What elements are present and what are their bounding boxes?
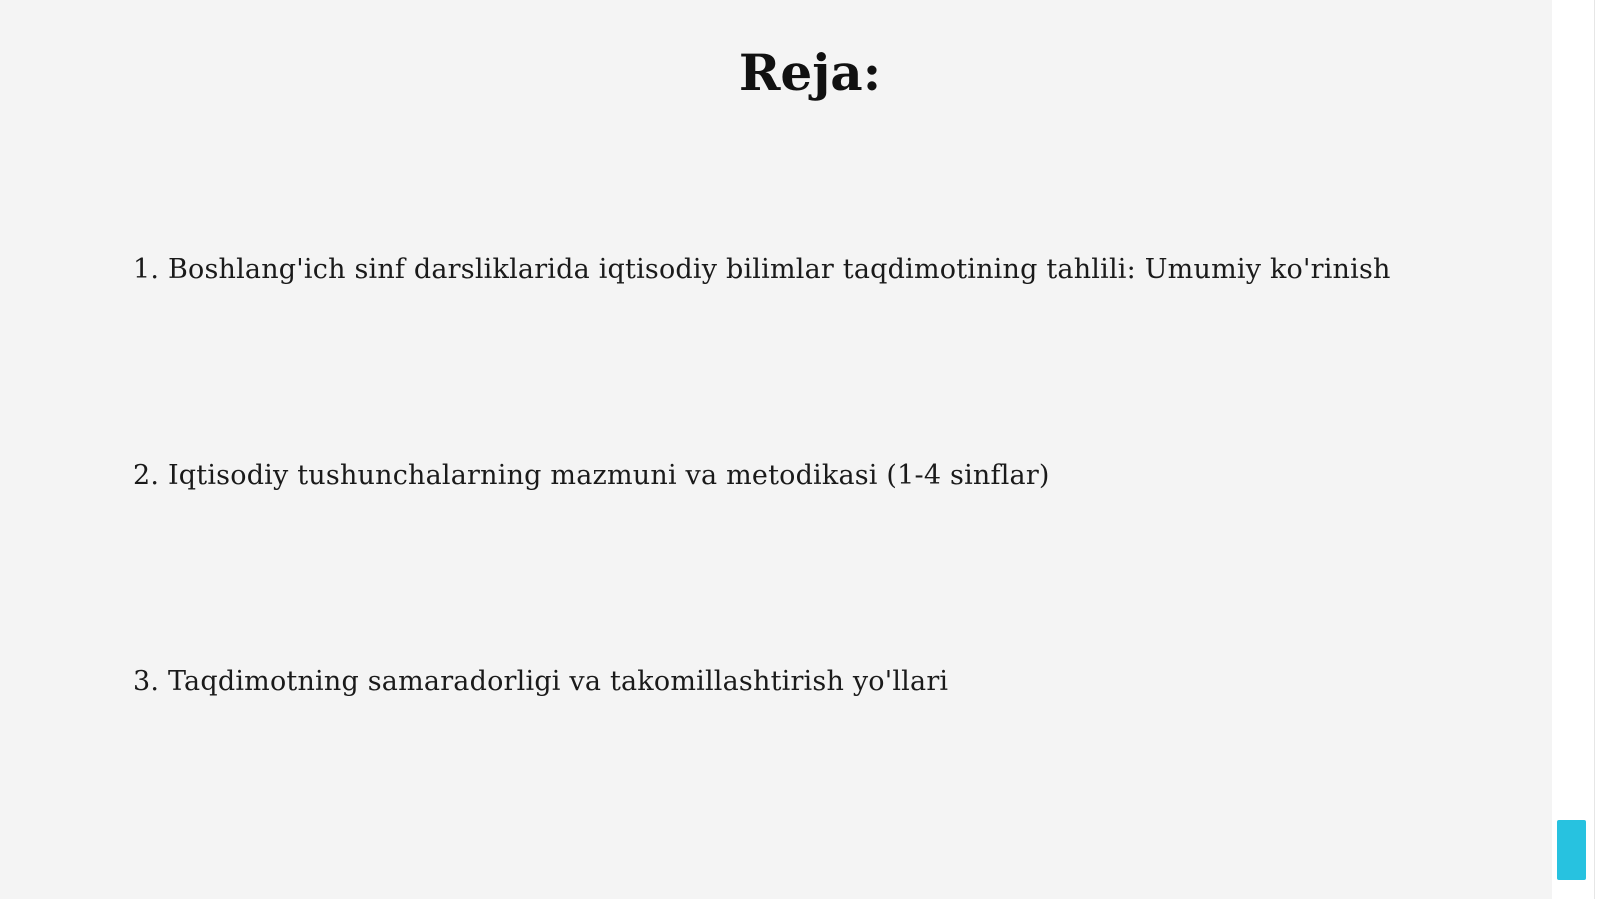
scroll-indicator[interactable]	[1557, 820, 1586, 880]
slide-title: Reja:	[738, 43, 882, 102]
plan-item-3: 3. Taqdimotning samaradorligi va takomillashtirish yo'llari	[133, 666, 949, 697]
right-edge-divider	[1594, 0, 1595, 899]
plan-item-2: 2. Iqtisodiy tushunchalarning mazmuni va metodikasi (1-4 sinflar)	[133, 460, 1050, 491]
plan-item-1: 1. Boshlang'ich sinf darsliklarida iqtisodiy bilimlar taqdimotining tahlili: Umumiy ko'rinish	[133, 254, 1391, 285]
right-edge-strip	[1552, 0, 1600, 899]
